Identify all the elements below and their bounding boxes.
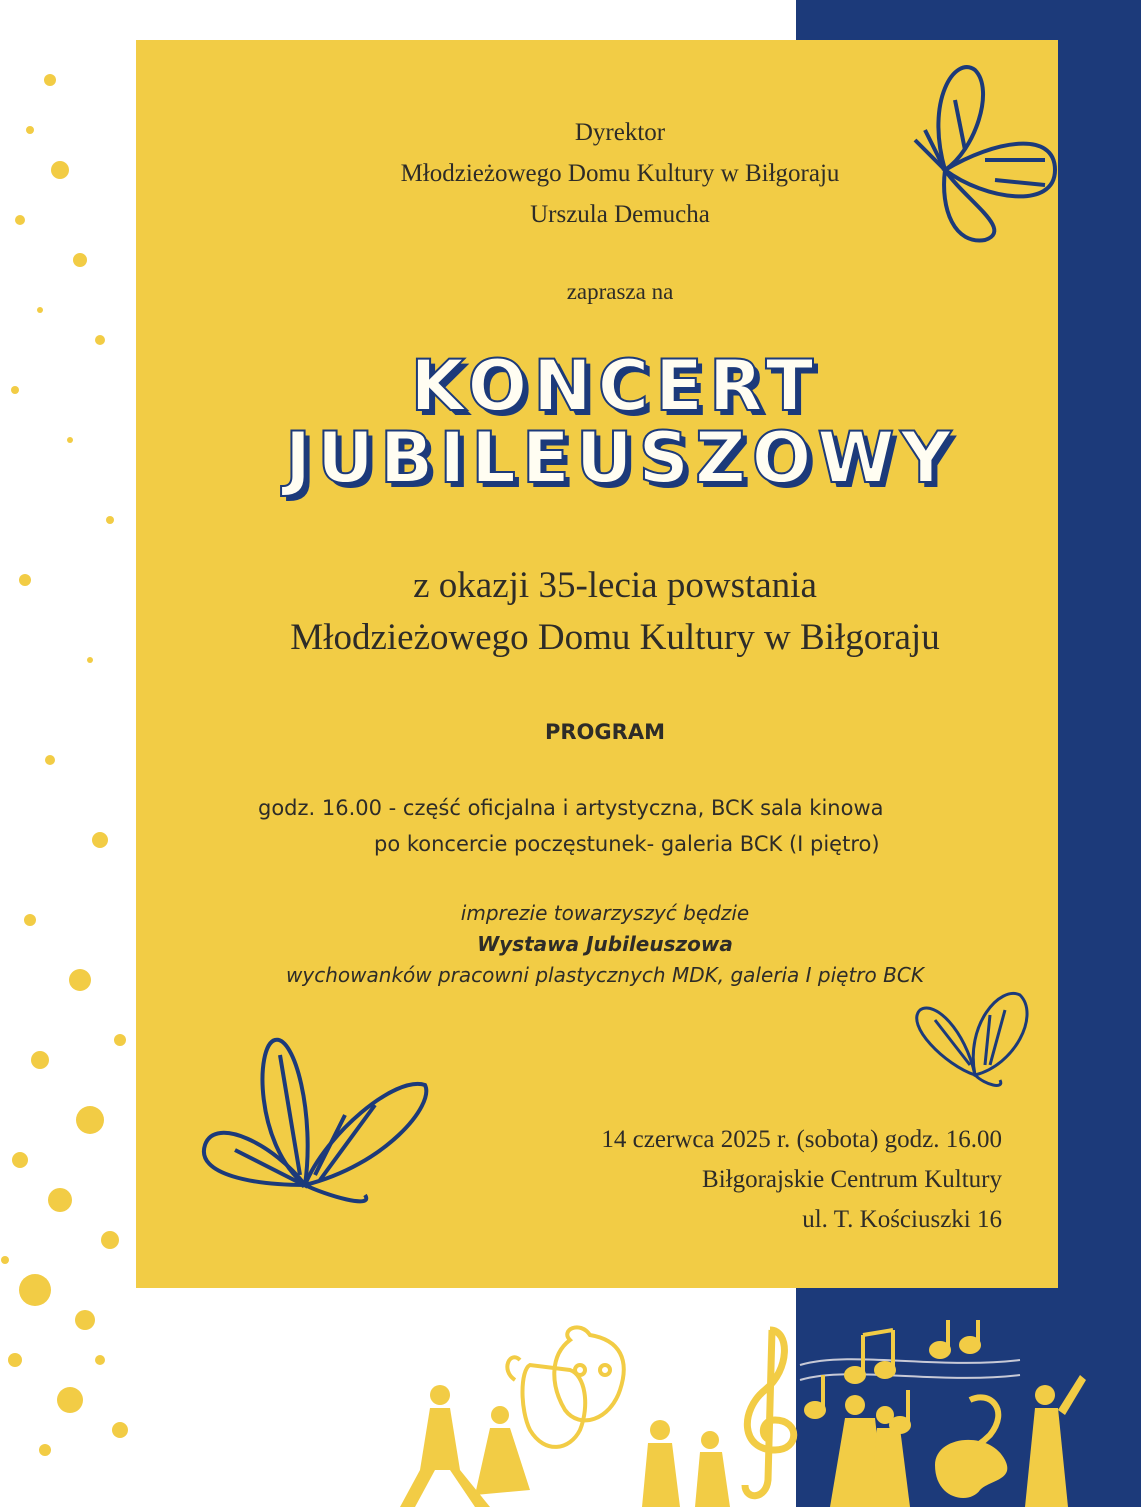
host-role: Dyrektor [574, 119, 666, 146]
event-venue: Biłgorajskie Centrum Kultury [702, 1166, 1002, 1193]
bottom-decoration [380, 1320, 1141, 1507]
dancers-icon [830, 1395, 910, 1507]
event-date: 14 czerwca 2025 r. (sobota) godz. 16.00 [601, 1126, 1002, 1153]
butterfly-icon [195, 1035, 435, 1225]
dancers-icon [400, 1385, 530, 1507]
exhibition-block [240, 898, 970, 991]
program-line-1: godz. 16.00 - część oficjalna i artystyczna, BCK sala kinowa [258, 796, 884, 820]
occasion-block [200, 560, 1030, 664]
title-line-1: KONCERT [410, 345, 820, 427]
occasion-line-2: Młodzieżowego Domu Kultury w Biłgoraju [290, 617, 940, 658]
program-schedule [258, 790, 978, 862]
host-institution: Młodzieżowego Domu Kultury w Biłgoraju [400, 160, 840, 187]
exhibition-intro: imprezie towarzyszyć będzie [460, 901, 750, 925]
event-address: ul. T. Kościuszki 16 [802, 1206, 1002, 1233]
title-line-2: JUBILEUSZOWY [285, 417, 958, 499]
treble-clef-icon [745, 1330, 794, 1496]
event-details [480, 1120, 1002, 1240]
singer-icon [1025, 1375, 1086, 1507]
host-block [110, 112, 1130, 235]
program-line-2: po koncercie poczęstunek- galeria BCK (I piętro) [374, 832, 880, 856]
exhibition-name: Wystawa Jubileuszowa [477, 932, 733, 956]
musicians-icon [642, 1420, 730, 1507]
palette-icon [935, 1440, 1007, 1498]
program-heading: PROGRAM [545, 720, 665, 744]
music-notes-icon [800, 1320, 1020, 1432]
exhibition-details: wychowanków pracowni plastycznych MDK, galeria I piętro BCK [286, 963, 924, 987]
concert-title [285, 345, 958, 499]
theater-masks-icon [507, 1327, 623, 1447]
occasion-line-1: z okazji 35-lecia powstania [413, 565, 817, 606]
invites-text: zaprasza na [566, 279, 674, 304]
butterfly-icon [905, 985, 1040, 1095]
host-name: Urszula Demucha [530, 201, 710, 228]
paint-splatter [0, 60, 140, 1480]
